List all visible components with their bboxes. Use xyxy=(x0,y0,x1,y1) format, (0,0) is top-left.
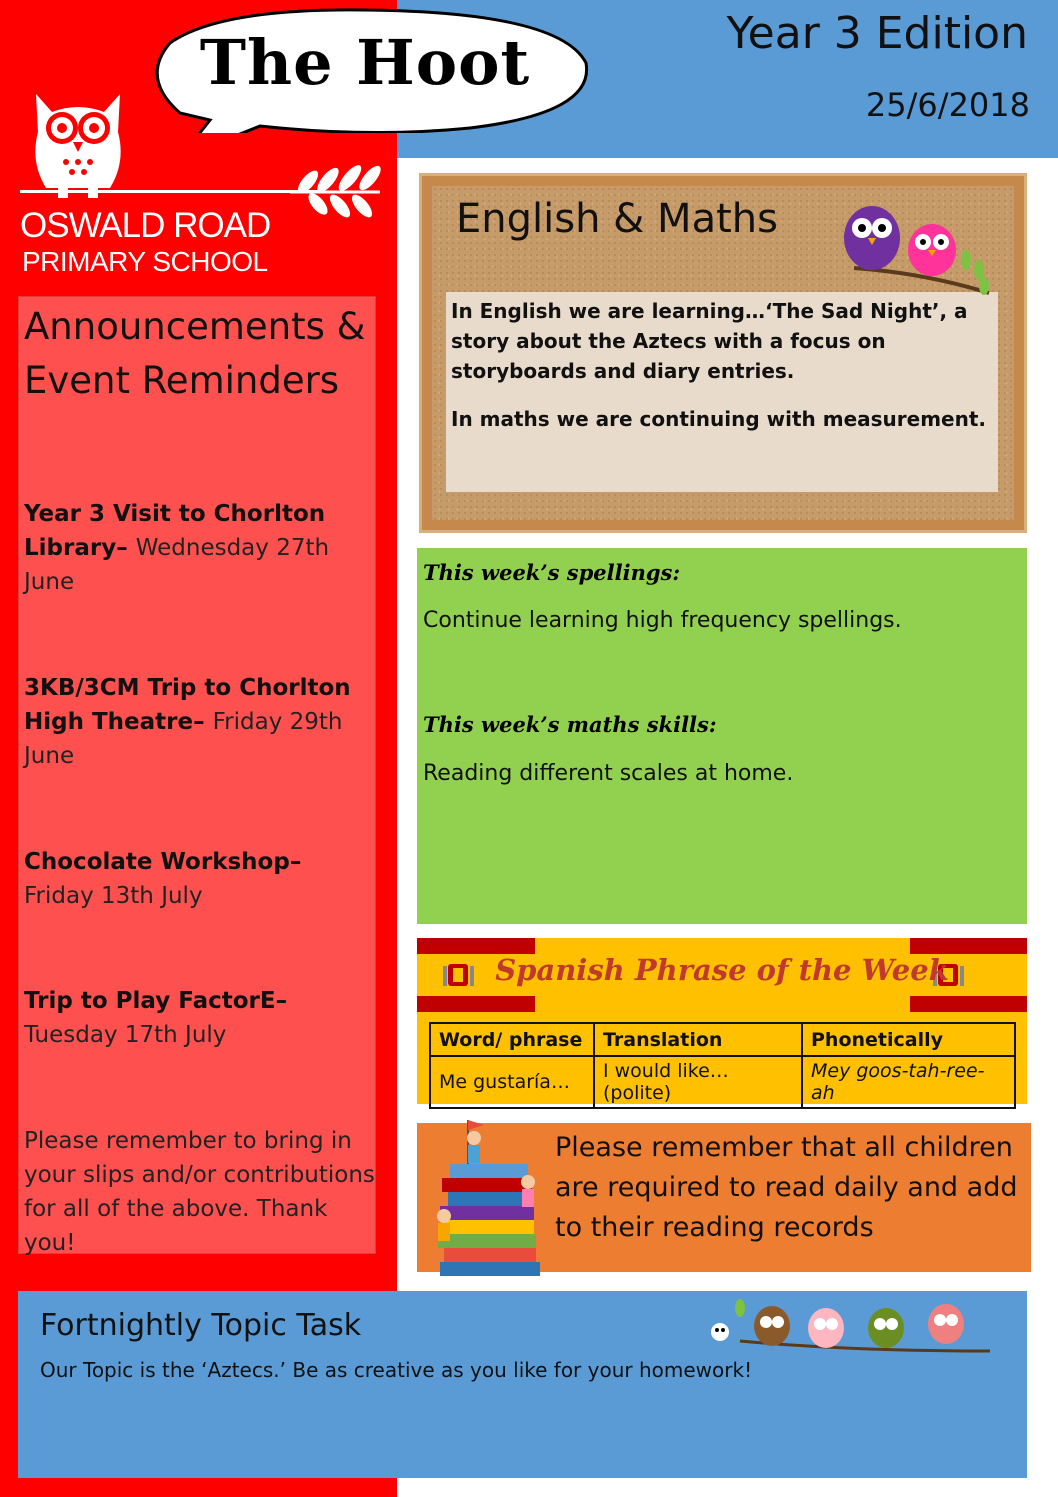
owls-row-icon xyxy=(700,1296,1000,1366)
table-header-cell: Phonetically xyxy=(802,1023,1015,1056)
spanish-title: Spanish Phrase of the Week xyxy=(495,953,949,987)
event-separator: – xyxy=(193,709,213,735)
event-name: Year 3 Visit to Chorlton Library xyxy=(24,501,326,561)
table-header-cell: Word/ phrase xyxy=(430,1023,594,1056)
event-name: Trip to Play FactorE xyxy=(24,988,276,1014)
owls-on-branch-icon xyxy=(834,198,994,298)
announcements-panel xyxy=(18,296,376,1254)
event-date: Friday 29th June xyxy=(24,709,343,769)
flag-stripe xyxy=(417,996,535,1012)
book-stack-children-icon xyxy=(430,1112,550,1282)
event-date: Friday 13th July xyxy=(24,883,203,909)
english-maths-title: English & Maths xyxy=(456,196,778,242)
announcements-title: Announcements & Event Reminders xyxy=(24,305,366,402)
event-date: Tuesday 17th July xyxy=(24,1022,227,1048)
topic-text: Our Topic is the ‘Aztecs.’ Be as creative as you like for your homework! xyxy=(40,1358,753,1382)
topic-title: Fortnightly Topic Task xyxy=(40,1308,362,1343)
table-header-cell: Translation xyxy=(594,1023,802,1056)
reading-reminder: Please remember that all children are required to read daily and add to their reading records xyxy=(555,1132,1018,1243)
school-name-line1: OSWALD ROAD xyxy=(20,206,271,245)
event-separator: – xyxy=(116,535,136,561)
table-row xyxy=(430,1056,1015,1108)
flag-stripe xyxy=(910,938,1027,954)
english-text: In English we are learning…‘The Sad Night’, a story about the Aztecs with a focus on storyboards and diary entries. xyxy=(451,299,968,383)
issue-date: 25/6/2018 xyxy=(865,86,1030,124)
table-cell: I would like… (polite) xyxy=(594,1056,802,1108)
flag-stripe xyxy=(417,938,535,954)
school-name-line2: PRIMARY SCHOOL xyxy=(22,246,268,277)
maths-skills-text: Reading different scales at home. xyxy=(423,761,794,786)
event-separator: – xyxy=(275,988,288,1014)
table-cell: Mey goos-tah-ree- ah xyxy=(802,1056,1015,1108)
event-item xyxy=(24,845,374,913)
maths-skills-heading: This week’s maths skills: xyxy=(423,712,717,737)
spellings-heading: This week’s spellings: xyxy=(423,560,681,585)
event-item xyxy=(24,984,374,1052)
event-item xyxy=(24,497,374,599)
event-item xyxy=(24,671,374,773)
table-cell: Me gustaría… xyxy=(430,1056,594,1108)
flag-stripe xyxy=(910,996,1027,1012)
spellings-text: Continue learning high frequency spellings. xyxy=(423,608,902,633)
table-header-row xyxy=(430,1023,1015,1056)
event-name: 3KB/3CM Trip to Chorlton High Theatre xyxy=(24,675,351,735)
event-date: Wednesday 27th June xyxy=(24,535,330,595)
event-name: Chocolate Workshop xyxy=(24,849,290,875)
announcements-note: Please remember to bring in your slips and/or contributions for all of the above. Thank you! xyxy=(24,1128,375,1256)
event-separator: – xyxy=(289,849,302,875)
edition-label: Year 3 Edition xyxy=(726,8,1028,59)
leaf-branch-icon xyxy=(288,160,383,230)
maths-text: In maths we are continuing with measurement. xyxy=(451,407,986,431)
school-owl-logo-icon xyxy=(18,92,138,202)
newsletter-title: The Hoot xyxy=(199,26,531,99)
spanish-table xyxy=(429,1022,1016,1109)
logo-perch-line xyxy=(20,190,320,193)
